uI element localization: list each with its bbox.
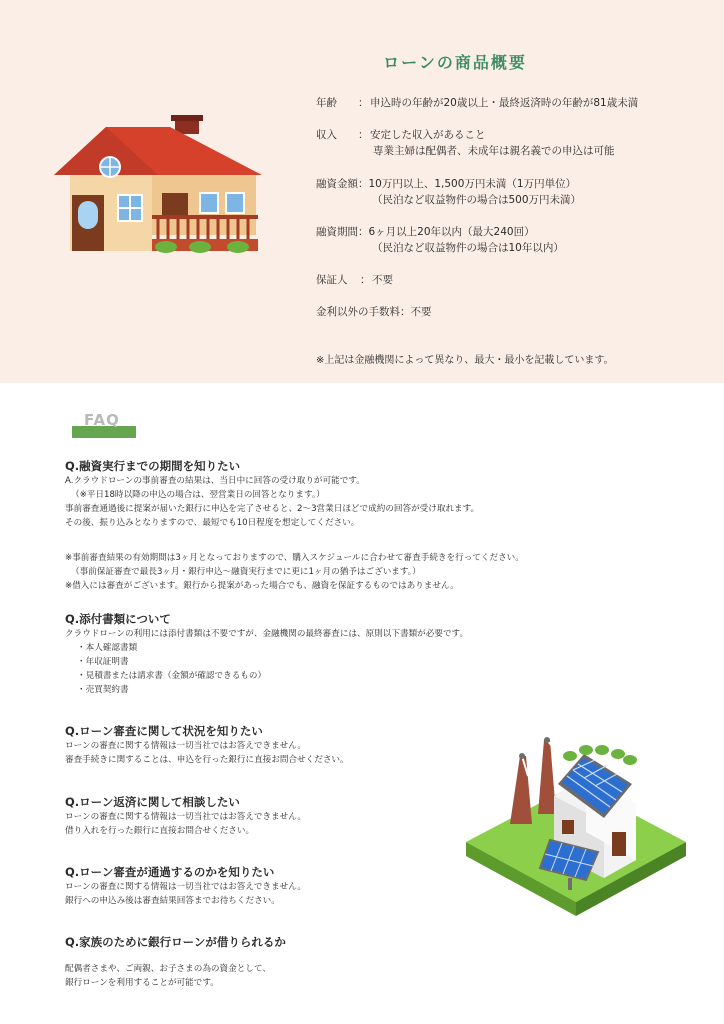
faq-question: Q.ローン返済に関して相談したい bbox=[65, 795, 240, 809]
faq-note-line: （事前保証審査で最長3ヶ月・銀行申込〜融資実行までに更に1ヶ月の猶予はございます。） bbox=[71, 567, 421, 577]
document-list-item: ・年収証明書 bbox=[77, 657, 129, 667]
faq-answer-line: ローンの審査に関する情報は一切当社ではお答えできません。 bbox=[65, 741, 306, 751]
faq-answer-line: ローンの審査に関する情報は一切当社ではお答えできません。 bbox=[65, 882, 306, 892]
spec-income: 収入 ： 安定した収入があること 専業主婦は配偶者、未成年は親名義での申込は可能 bbox=[316, 129, 615, 157]
document-list-item: ・本人確認書類 bbox=[77, 643, 138, 653]
faq-answer-line: クラウドローンの利用には添付書類は不要ですが、金融機関の最終審査には、原則以下書類が必要です。 bbox=[65, 629, 469, 639]
faq-question: Q.ローン審査に関して状況を知りたい bbox=[65, 724, 263, 738]
faq-question: Q.添付書類について bbox=[65, 612, 171, 626]
document-list-item: ・売買契約書 bbox=[77, 685, 129, 695]
faq-answer-line: 銀行ローンを利用することが可能です。 bbox=[65, 978, 219, 988]
faq-item-documents bbox=[65, 611, 665, 697]
faq-item-repayment bbox=[65, 794, 465, 838]
faq-note-line: ※借入には審査がございます。銀行から提案があった場合でも、融資を保証するものではありません。 bbox=[65, 581, 459, 591]
faq-question: Q.ローン審査が通過するのかを知りたい bbox=[65, 865, 275, 879]
faq-item-family bbox=[65, 934, 465, 990]
faq-answer-line: ローンの審査に関する情報は一切当社ではお答えできません。 bbox=[65, 812, 306, 822]
spec-fees: 金利以外の手数料 ： 不要 bbox=[316, 306, 432, 318]
faq-question: Q.融資実行までの期間を知りたい bbox=[65, 459, 241, 473]
faq-note-line: ※事前審査結果の有効期間は3ヶ月となっておりますので、購入スケジュールに合わせて審査手続きを行ってください。 bbox=[65, 553, 524, 563]
faq-answer-line: 事前審査通過後に提案が届いた銀行に申込を完了させると、2〜3営業日ほどで成約の回答が受け取れます。 bbox=[65, 504, 480, 514]
faq-heading-label: FAQ bbox=[84, 411, 120, 429]
spec-loan-period: 融資期間 ： 6ヶ月以上20年以内（最大240回） （民泊など収益物件の場合は10年以内） bbox=[316, 226, 564, 254]
faq-item-approval bbox=[65, 864, 465, 908]
faq-answer-line: （※平日18時以降の申込の場合は、翌営業日の回答となります。） bbox=[71, 490, 325, 500]
spec-guarantor: 保証人 ： 不要 bbox=[316, 274, 393, 286]
page-title: ローンの商品概要 bbox=[383, 53, 527, 72]
faq-answer-line: A.クラウドローンの事前審査の結果は、当日中に回答の受け取りが可能です。 bbox=[65, 476, 365, 486]
faq-answer-line: 借り入れを行った銀行に直接お問合せください。 bbox=[65, 826, 255, 836]
faq-answer-line: 銀行への申込み後は審査結果回答までお待ちください。 bbox=[65, 896, 280, 906]
faq-answer-line: その後、振り込みとなりますので、最短でも10日程度を想定してください。 bbox=[65, 518, 360, 528]
faq-question: Q.家族のために銀行ローンが借りられるか bbox=[65, 935, 286, 949]
faq-notes bbox=[65, 551, 705, 593]
spec-age: 年齢 ： 申込時の年齢が20歳以上・最終返済時の年齢が81歳未満 bbox=[316, 97, 639, 109]
faq-item-status bbox=[65, 723, 465, 767]
spec-loan-amount: 融資金額 ： 10万円以上、1,500万円未満（1万円単位） （民泊など収益物件の場合は500万円未満） bbox=[316, 178, 582, 206]
faq-heading bbox=[72, 408, 138, 440]
document-list-item: ・見積書または請求書（金額が確認できるもの） bbox=[77, 671, 267, 681]
faq-answer-line: 配偶者さまや、ご両親、お子さまの為の資金として、 bbox=[65, 964, 271, 974]
faq-answer-line: 審査手続きに関することは、申込を行った銀行に直接お問合せください。 bbox=[65, 755, 349, 765]
spec-footnote: ※上記は金融機関によって異なり、最大・最小を記載しています。 bbox=[316, 355, 614, 366]
solar-house-illustration bbox=[462, 720, 690, 922]
house-illustration bbox=[50, 115, 266, 255]
faq-item-period bbox=[65, 458, 665, 530]
